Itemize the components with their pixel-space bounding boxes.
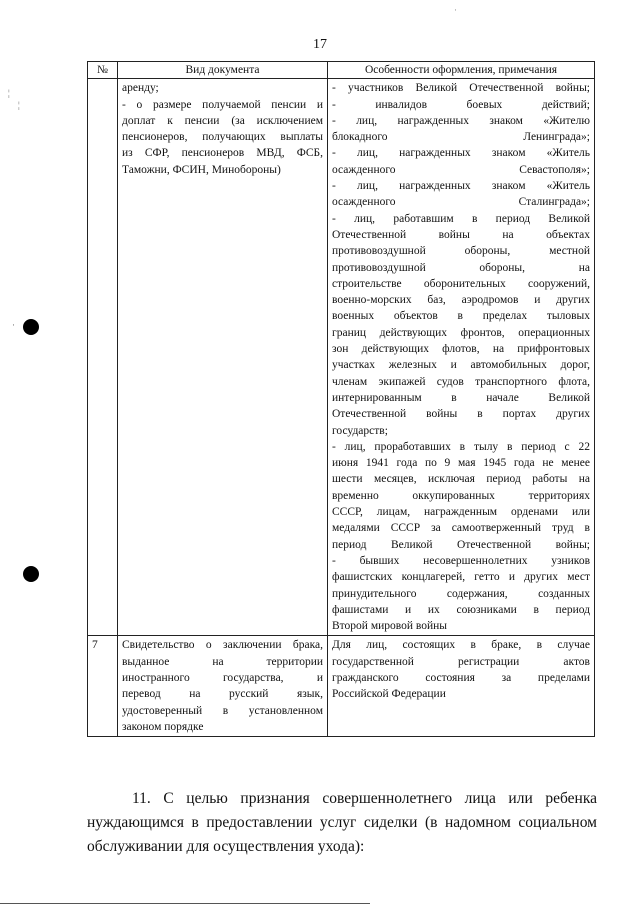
text-line: государственной регистрации актов bbox=[332, 655, 590, 668]
text-line: Отечественной войны в портах других bbox=[332, 408, 590, 421]
text-line: участках железных и автомобильных дорог, bbox=[332, 359, 590, 372]
text-line: членам экипажей судов транспортного флота, bbox=[332, 375, 590, 388]
paragraph-line: нуждающимся в предоставлении услуг сиделки (в надомном социальном bbox=[87, 814, 597, 831]
paragraph-11 bbox=[87, 787, 597, 859]
table-header-row bbox=[88, 62, 595, 79]
text-line: - бывших несовершеннолетних узников bbox=[332, 554, 590, 567]
text-line: государств; bbox=[332, 424, 388, 437]
documents-table bbox=[87, 61, 595, 737]
text-line: принудительного содержания, созданных bbox=[332, 587, 590, 600]
paragraph-line bbox=[87, 787, 597, 811]
text-line: фашистами и их союзниками в период bbox=[332, 603, 590, 616]
document-type-cell bbox=[118, 79, 328, 636]
text-line: военных объектов в пределах тыловых bbox=[332, 310, 590, 323]
text-line: СССР, лицам, награжденным орденами или bbox=[332, 506, 590, 519]
table-row bbox=[88, 79, 595, 636]
column-header-document: Вид документа bbox=[118, 62, 328, 79]
text-line: Второй мировой войны bbox=[332, 620, 448, 633]
text-line: гражданского состояния за пределами bbox=[332, 671, 590, 684]
text-line: блокадного Ленинграда»; bbox=[332, 131, 590, 144]
text-line: период Великой Отечественной войны; bbox=[332, 538, 590, 551]
text-line: осажденного Сталинграда»; bbox=[332, 196, 590, 209]
text-line: противовоздушной обороны, местной bbox=[332, 245, 590, 258]
text-line: противовоздушной обороны, на bbox=[332, 261, 590, 274]
text-line: строительстве оборонительных сооружений, bbox=[332, 277, 590, 290]
column-header-number: № bbox=[88, 62, 118, 79]
text-line: Таможни, ФСИН, Минобороны) bbox=[122, 163, 281, 176]
text-line: временно оккупированных территориях bbox=[332, 489, 590, 502]
text-line: - лиц, награжденных знаком «Житель bbox=[332, 147, 590, 160]
text-line: - инвалидов боевых действий; bbox=[332, 98, 590, 111]
scan-speck: · bbox=[454, 5, 457, 15]
table-row bbox=[88, 636, 595, 737]
text-line: перевод на русский язык, bbox=[122, 688, 323, 701]
text-line: Для лиц, состоящих в браке, в случае bbox=[332, 639, 590, 652]
row-number: 7 bbox=[88, 636, 118, 737]
notes-cell bbox=[328, 79, 595, 636]
text-line: пенсионеров, получающих выплаты bbox=[122, 131, 323, 144]
document-type-cell bbox=[118, 636, 328, 737]
margin-mark: ¦ bbox=[8, 88, 10, 98]
page-number: 17 bbox=[313, 37, 327, 52]
text-line: из СФР, пенсионеров МВД, ФСБ, bbox=[122, 147, 323, 160]
margin-mark: ¦ bbox=[18, 100, 20, 110]
text-line: осажденного Севастополя»; bbox=[332, 163, 590, 176]
text-line: доплат к пенсии (за исключением bbox=[122, 114, 323, 127]
text-line: Свидетельство о заключении брака, bbox=[122, 639, 323, 652]
notes-cell bbox=[328, 636, 595, 737]
text-line: интернированным в начале Великой bbox=[332, 391, 590, 404]
column-header-notes: Особенности оформления, примечания bbox=[328, 62, 595, 79]
text-line: - участников Великой Отечественной войны; bbox=[332, 82, 590, 95]
text-line: Российской Федерации bbox=[332, 688, 446, 701]
text-line: военно-морских баз, аэродромов и других bbox=[332, 294, 590, 307]
text-line: фашистских концлагерей, гетто и других мест bbox=[332, 571, 590, 584]
text-line: - о размере получаемой пенсии и bbox=[122, 98, 323, 111]
row-number bbox=[88, 79, 118, 636]
text-line: Отечественной войны на объектах bbox=[332, 228, 590, 241]
punch-hole bbox=[23, 319, 39, 335]
margin-mark: · bbox=[12, 320, 15, 330]
text-line: июня 1941 года по 9 мая 1945 года не менее bbox=[332, 457, 590, 470]
paragraph-text: 11. С целью признания совершеннолетнего лица или ребенка bbox=[132, 790, 597, 807]
text-line: удостоверенный в установленном bbox=[122, 704, 323, 717]
text-line: - лиц, награжденных знаком «Жителю bbox=[332, 114, 590, 127]
punch-hole bbox=[23, 566, 39, 582]
text-line: границ действующих фронтов, операционных bbox=[332, 326, 590, 339]
footer-rule bbox=[0, 903, 370, 904]
text-line: - лиц, проработавших в тылу в период с 22 bbox=[332, 440, 590, 453]
text-line: зон действующих флотов, на прифронтовых bbox=[332, 343, 590, 356]
text-line: законом порядке bbox=[122, 720, 204, 733]
text-line: аренду; bbox=[122, 82, 159, 95]
text-line: шести месяцев, исключая период работы на bbox=[332, 473, 590, 486]
text-line: иностранного государства, и bbox=[122, 671, 323, 684]
text-line: выданное на территории bbox=[122, 655, 323, 668]
paragraph-line: обслуживании для осуществления ухода): bbox=[87, 838, 365, 855]
text-line: - лиц, работавшим в период Великой bbox=[332, 212, 590, 225]
text-line: - лиц, награжденных знаком «Житель bbox=[332, 180, 590, 193]
text-line: медалями СССР за самоотверженный труд в bbox=[332, 522, 590, 535]
